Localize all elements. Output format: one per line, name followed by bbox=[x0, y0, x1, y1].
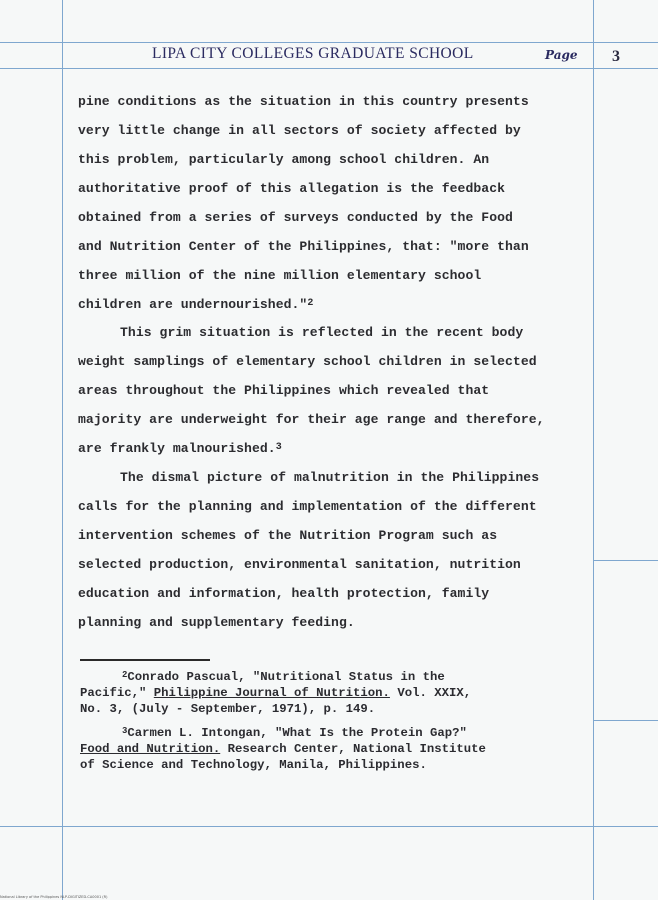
footnote-journal-title: Food and Nutrition. bbox=[80, 742, 221, 756]
margin-rule-right-2 bbox=[593, 720, 658, 721]
footnote-3-line-1 bbox=[122, 726, 467, 740]
body-line: obtained from a series of surveys conducted by the Food bbox=[78, 210, 513, 225]
body-line: calls for the planning and implementation of the different bbox=[78, 499, 537, 514]
footnote-marker: 3 bbox=[122, 726, 128, 736]
body-line: planning and supplementary feeding. bbox=[78, 615, 355, 630]
digitization-strip: National Library of the Philippines NLP-DIGITIZED-CA0001 (R) bbox=[0, 895, 108, 899]
body-line bbox=[78, 441, 282, 456]
footnote-text: Carmen L. Intongan, "What Is the Protein Gap?" bbox=[127, 726, 467, 740]
body-line: selected production, environmental sanitation, nutrition bbox=[78, 557, 521, 572]
body-line bbox=[78, 297, 313, 312]
body-line: majority are underweight for their age range and therefore, bbox=[78, 412, 545, 427]
footnote-text: Pacific," bbox=[80, 686, 154, 700]
body-line: areas throughout the Philippines which revealed that bbox=[78, 383, 490, 398]
footnote-2-line-1 bbox=[122, 670, 445, 684]
footnote-journal-title: Philippine Journal of Nutrition. bbox=[153, 686, 390, 700]
body-line: education and information, health protection, family bbox=[78, 586, 490, 601]
footnote-text: Conrado Pascual, "Nutritional Status in the bbox=[127, 670, 445, 684]
footnote-3-line-3: of Science and Technology, Manila, Philippines. bbox=[80, 758, 427, 772]
footnote-text: Vol. XXIX, bbox=[389, 686, 472, 700]
body-line: This grim situation is reflected in the recent body bbox=[120, 325, 524, 340]
page-number: 3 bbox=[612, 48, 620, 65]
body-line: this problem, particularly among school children. An bbox=[78, 152, 490, 167]
body-line: authoritative proof of this allegation is the feedback bbox=[78, 181, 506, 196]
footnote-2-line-3: No. 3, (July - September, 1971), p. 149. bbox=[80, 702, 376, 716]
footnote-separator bbox=[80, 659, 210, 661]
footnote-text: Research Center, National Institute bbox=[220, 742, 486, 756]
page-header-title: LIPA CITY COLLEGES GRADUATE SCHOOL bbox=[152, 45, 474, 62]
margin-rule-right-1 bbox=[593, 560, 658, 561]
body-line: three million of the nine million elementary school bbox=[78, 268, 482, 283]
body-line: The dismal picture of malnutrition in the Philippines bbox=[120, 470, 540, 485]
footnote-3-line-2 bbox=[80, 742, 486, 756]
left-margin-rule bbox=[62, 0, 63, 900]
footer-rule bbox=[0, 826, 658, 827]
body-line: weight samplings of elementary school children in selected bbox=[78, 354, 537, 369]
footnote-ref: 3 bbox=[275, 442, 282, 453]
footnote-2-line-2 bbox=[80, 686, 471, 700]
right-margin-rule bbox=[593, 0, 594, 900]
body-line: pine conditions as the situation in this country presents bbox=[78, 94, 529, 109]
body-line-text: children are undernourished." bbox=[78, 297, 308, 312]
body-line: intervention schemes of the Nutrition Program such as bbox=[78, 528, 498, 543]
body-line: and Nutrition Center of the Philippines, that: "more than bbox=[78, 239, 529, 254]
page-label: Page bbox=[545, 48, 578, 62]
footnote-marker: 2 bbox=[122, 670, 128, 680]
header-rule-top bbox=[0, 42, 658, 43]
body-line: very little change in all sectors of society affected by bbox=[78, 123, 521, 138]
header-rule-bottom bbox=[0, 68, 658, 69]
body-line-text: are frankly malnourished. bbox=[78, 441, 276, 456]
footnote-ref: 2 bbox=[307, 298, 314, 309]
